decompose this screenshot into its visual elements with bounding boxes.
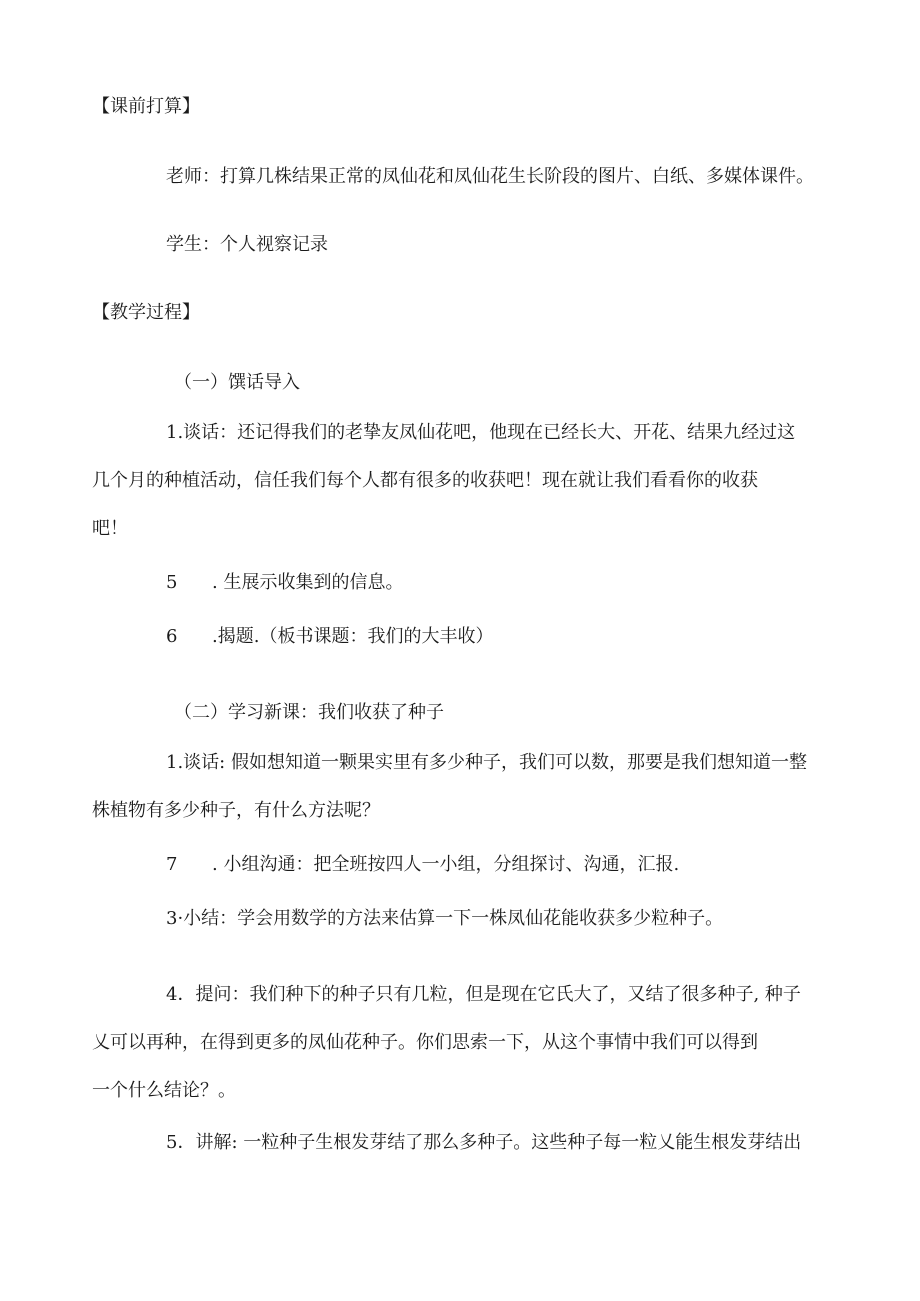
part1-item2-text: . 生展示收集到的信息。	[212, 572, 404, 593]
part1-item2-number: 5	[166, 572, 178, 593]
part2-item1-line2: 株植物有多少种子，有什么方法呢？	[92, 800, 380, 821]
part2-item2-number: 7	[166, 854, 178, 875]
part1-item1-line1: 1.谈话：还记得我们的老挚友凤仙花吧，他现在已经长大、开花、结果九经过这	[166, 422, 796, 443]
part1-item1-line2: 几个月的种植活动，信任我们每个人都有很多的收获吧！现在就让我们看看你的收获	[92, 470, 758, 491]
part2-item2-text: . 小组沟通：把全班按四人一小组，分组探讨、沟通，汇报.	[212, 854, 680, 875]
part1-item3-number: 6	[166, 626, 178, 647]
part2-title: （二）学习新课：我们收获了种子	[174, 702, 444, 723]
part2-item1-line1: 1.谈话: 假如想知道一颗果实里有多少种子，我们可以数，那要是我们想知道一整	[166, 752, 807, 773]
part1-item3-text: .揭题.（板书课题：我们的大丰收）	[212, 626, 494, 647]
prep-heading: 【课前打算】	[92, 96, 200, 117]
part2-item2	[166, 854, 679, 876]
part2-item4-line1: 4．提问：我们种下的种子只有几粒，但是现在它氏大了，又结了很多种子, 种子	[166, 984, 801, 1005]
part1-item2	[166, 572, 403, 594]
part1-item1-line3: 吧！	[92, 518, 128, 539]
part2-item4-line2: 乂可以再种，在得到更多的凤仙花种子。你们思索一下，从这个事情中我们可以得到	[92, 1032, 758, 1053]
process-heading: 【教学过程】	[92, 302, 200, 323]
part2-item4-line3: 一个什么结论？。	[92, 1080, 236, 1101]
prep-teacher: 老师：打算几株结果正常的凤仙花和凤仙花生长阶段的图片、白纸、多媒体课件。	[166, 166, 814, 187]
part1-item3	[166, 626, 493, 648]
part2-item3: 3·小结：学会用数学的方法来估算一下一株凤仙花能收获多少粒种子。	[166, 908, 724, 929]
prep-student: 学生：个人视察记录	[166, 234, 328, 255]
part1-title: （一）馔话导入	[174, 372, 300, 393]
part2-item5-line1: 5．讲解: 一粒种子生根发芽结了那么多种子。这些种子每一粒乂能生根发芽结出	[166, 1132, 802, 1153]
